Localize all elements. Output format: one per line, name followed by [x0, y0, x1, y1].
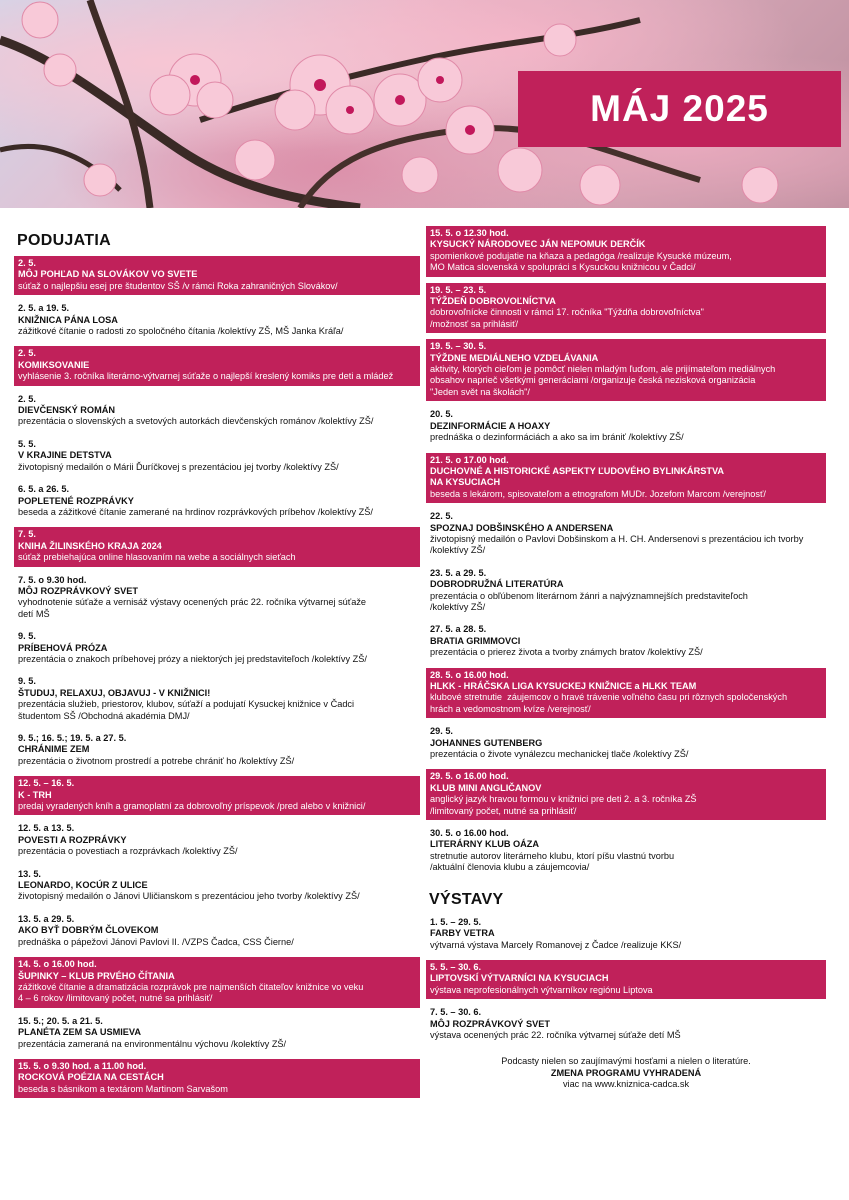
event-date: 29. 5. o 16.00 hod. [430, 771, 509, 782]
event-title: KOMIKSOVANIE [18, 359, 90, 370]
event-date: 19. 5. – 23. 5. [430, 284, 487, 295]
event-description: zážitkové čítanie o radosti zo spoločného čítania /kolektívy ZŠ, MŠ Janka Kráľa/ [18, 326, 344, 337]
event-item [426, 339, 826, 401]
event-title: CHRÁNIME ZEM [18, 744, 90, 755]
event-item [426, 509, 826, 560]
event-description: výstava ocenených prác 22. ročníka výtvarnej súťaže detí MŠ [430, 1029, 681, 1040]
event-date: 9. 5.; 16. 5.; 19. 5. a 27. 5. [18, 733, 127, 743]
event-description: súťaž o najlepšiu esej pre študentov SŠ /v rámci Roka zahraničných Slovákov/ [18, 280, 338, 291]
event-item [426, 283, 826, 334]
event-title: MÔJ ROZPRÁVKOVÝ SVET [430, 1018, 550, 1029]
event-title: KNIHA ŽILINSKÉHO KRAJA 2024 [18, 540, 162, 551]
event-title: DUCHOVNÉ A HISTORICKÉ ASPEKTY ĽUDOVÉHO BYLINKÁRSTVA NA KYSUCIACH [430, 465, 725, 488]
event-item [14, 482, 420, 521]
exhibitions-list [426, 915, 826, 1045]
event-title: LEONARDO, KOCÚR Z ULICE [18, 880, 148, 891]
event-description: výstava neprofesionálnych výtvarníkov regiónu Liptova [430, 984, 653, 995]
event-item [14, 867, 420, 906]
event-title: FARBY VETRA [430, 928, 495, 939]
event-description: súťaž prebiehajúca online hlasovaním na webe a sociálnych sieťach [18, 552, 296, 563]
exhibition-item [426, 1005, 826, 1044]
title-banner [518, 71, 841, 147]
event-description: stretnutie autorov literárneho klubu, ktorí píšu vlastnú tvorbu /aktuální členovia klubu a záujemcovia/ [430, 850, 675, 873]
header-photo [0, 0, 849, 208]
event-description: životopisný medailón o Pavlovi Dobšinskom a H. CH. Andersenovi s prezentáciou ich tvorby /kolektívy ZŠ/ [430, 533, 804, 556]
event-title: KLUB MINI ANGLIČANOV [430, 782, 542, 793]
event-date: 13. 5. [18, 868, 41, 879]
event-title: JOHANNES GUTENBERG [430, 737, 543, 748]
event-item [14, 912, 420, 951]
event-description: prednáška o dezinformáciách a ako sa im brániť /kolektívy ZŠ/ [430, 432, 684, 443]
event-description: beseda s lekárom, spisovateľom a etnografom MUDr. Jozefom Marcom /verejnosť/ [430, 488, 766, 499]
exhibition-item [426, 960, 826, 999]
event-item [14, 1014, 420, 1053]
event-description: životopisný medailón o Márii Ďuríčkovej s prezentáciou jej tvorby /kolektívy ZŠ/ [18, 461, 339, 472]
event-date: 27. 5. a 28. 5. [430, 624, 487, 635]
event-date: 12. 5. a 13. 5. [18, 823, 75, 834]
event-date: 5. 5. – 30. 6. [430, 961, 482, 972]
event-item [426, 226, 826, 277]
event-date: 7. 5. – 30. 6. [430, 1007, 482, 1018]
event-item [426, 622, 826, 661]
event-description: prezentácia zameraná na environmentálnu výchovu /kolektívy ZŠ/ [18, 1038, 287, 1049]
event-description: prezentácia o znakoch príbehovej prózy a niektorých jej predstaviteľoch /kolektívy ZŠ/ [18, 653, 367, 664]
event-description: predaj vyradených kníh a gramoplatní za dobrovoľný príspevok /pred alebo v knižnici/ [18, 801, 366, 812]
event-title: POPLETENÉ ROZPRÁVKY [18, 495, 134, 506]
event-date: 9. 5. [18, 676, 36, 687]
event-title: ŠTUDUJ, RELAXUJ, OBJAVUJ - V KNIŽNICI! [18, 687, 211, 698]
event-item [14, 573, 420, 624]
event-item [14, 776, 420, 815]
event-date: 12. 5. – 16. 5. [18, 778, 75, 789]
event-description: prezentácia o živote vynálezcu mechanickej tlače /kolektívy ZŠ/ [430, 749, 689, 760]
event-date: 14. 5. o 16.00 hod. [18, 959, 97, 970]
event-date: 7. 5. o 9.30 hod. [18, 574, 87, 585]
event-date: 2. 5. [18, 393, 36, 404]
event-item [14, 527, 420, 566]
page-title: MÁJ 2025 [590, 88, 769, 129]
exhibition-item [426, 915, 826, 954]
event-date: 30. 5. o 16.00 hod. [430, 828, 509, 839]
exhibitions-heading: VÝSTAVY [429, 890, 504, 908]
event-item [14, 731, 420, 770]
event-item [14, 392, 420, 431]
event-date: 22. 5. [430, 511, 453, 522]
event-item [426, 453, 826, 504]
event-description: zážitkové čítanie a dramatizácia rozprávok pre najmenších čitateľov knižnice vo veku 4 – 6 rokov /limitovaný počet, nutné sa prihlásiť/ [18, 981, 364, 1004]
event-item [14, 674, 420, 725]
event-date: 2. 5. a 19. 5. [18, 303, 70, 314]
events-list [14, 256, 420, 1098]
event-title: ŠUPINKY – KLUB PRVÉHO ČÍTANIA [18, 970, 175, 981]
event-date: 19. 5. – 30. 5. [430, 341, 487, 352]
events-list-continued [426, 226, 826, 877]
event-item [14, 629, 420, 668]
event-item [426, 566, 826, 617]
event-title: BRATIA GRIMMOVCI [430, 635, 521, 646]
event-date: 2. 5. [18, 258, 36, 268]
footer-podcasts: Podcasty nielen so zaujímavými hosťami a nielen o literatúre. [501, 1056, 751, 1067]
event-title: LIPTOVSKÍ VÝTVARNÍCI NA KYSUCIACH [430, 973, 609, 984]
event-title: LITERÁRNY KLUB OÁZA [430, 839, 540, 850]
event-description: vyhodnotenie súťaže a vernisáž výstavy ocenených prác 22. ročníka výtvarnej súťaže detí MŠ [18, 597, 367, 619]
event-date: 1. 5. – 29. 5. [430, 916, 482, 927]
event-item [14, 301, 420, 340]
event-item [14, 821, 420, 860]
event-date: 5. 5. [18, 438, 36, 449]
event-description: vyhlásenie 3. ročníka literárno-výtvarnej súťaže o najlepší kreslený komiks pre deti a mládež [18, 371, 394, 382]
event-title: ROCKOVÁ POÉZIA NA CESTÁCH [18, 1072, 164, 1083]
event-item [426, 769, 826, 820]
events-heading: PODUJATIA [17, 232, 111, 249]
event-title: V KRAJINE DETSTVA [18, 450, 112, 461]
event-date: 15. 5.; 20. 5. a 21. 5. [18, 1015, 103, 1026]
event-description: beseda a zážitkové čítanie zamerané na hrdinov rozprávkových príbehov /kolektívy ZŠ/ [18, 506, 373, 517]
event-description: prezentácia o prierez života a tvorby známych bratov /kolektívy ZŠ/ [430, 647, 703, 658]
event-item [426, 407, 826, 446]
event-date: 20. 5. [430, 409, 453, 420]
event-title: PRÍBEHOVÁ PRÓZA [18, 642, 108, 653]
event-description: prezentácia o životnom prostredí a potrebe chrániť ho /kolektívy ZŠ/ [18, 755, 295, 766]
event-description: klubové stretnutie záujemcov o hravé trávenie voľného času pri rôznych spoločenských hrách a vedomostnom kvíze /verejnosť/ [430, 692, 788, 714]
event-description: aktivity, ktorých cieľom je pomôcť nielen mladým ľuďom, ale prijímateľom mediálnych obsahov naprieč všetkými generáciami /organizuje česká nezisková organizácia "Jeden svět na školách"/ [430, 364, 776, 397]
event-title: SPOZNAJ DOBŠINSKÉHO A ANDERSENA [430, 522, 614, 533]
event-description: prezentácia o slovenských a svetových autorkách dievčenských románov /kolektívy ZŠ/ [18, 416, 374, 427]
event-description: výtvarná výstava Marcely Romanovej z Čadce /realizuje KKS/ [430, 939, 682, 950]
event-item [14, 1059, 420, 1098]
event-date: 6. 5. a 26. 5. [18, 484, 70, 495]
event-date: 29. 5. [430, 726, 453, 737]
right-column [426, 226, 826, 1091]
event-date: 9. 5. [18, 631, 36, 642]
event-item [426, 724, 826, 763]
event-title: KNIŽNICA PÁNA LOSA [18, 314, 118, 325]
event-description: prednáška o pápežovi Jánovi Pavlovi II. /VZPS Čadca, CSS Čierne/ [18, 936, 294, 947]
event-item [426, 826, 826, 877]
footer-note [426, 1056, 826, 1090]
event-description: prezentácia o povestiach a rozprávkach /kolektívy ZŠ/ [18, 846, 238, 857]
event-item [426, 668, 826, 719]
event-description: beseda s básnikom a textárom Martinom Sarvašom [18, 1083, 228, 1094]
event-title: DOBRODRUŽNÁ LITERATÚRA [430, 579, 564, 590]
event-title: DEZINFORMÁCIE A HOAXY [430, 420, 551, 431]
event-description: životopisný medailón o Jánovi Uličianskom s prezentáciou jeho tvorby /kolektívy ZŠ/ [18, 891, 360, 902]
event-date: 28. 5. o 16.00 hod. [430, 669, 509, 680]
footer-website: viac na www.kniznica-cadca.sk [562, 1079, 690, 1090]
event-description: anglický jazyk hravou formou v knižnici pre deti 2. a 3. ročníka ZŠ /limitovaný počet, nutné sa prihlásiť/ [430, 794, 697, 816]
event-item [14, 346, 420, 385]
event-title: TÝŽDEŇ DOBROVOĽNÍCTVA [430, 296, 556, 307]
event-title: MÔJ POHĽAD NA SLOVÁKOV VO SVETE [18, 269, 198, 280]
event-title: HLKK - HRÁČSKA LIGA KYSUCKEJ KNIŽNICE a HLKK TEAM [430, 681, 697, 691]
event-title: PLANÉTA ZEM SA USMIEVA [18, 1027, 142, 1038]
event-title: DIEVČENSKÝ ROMÁN [18, 405, 115, 416]
event-title: AKO BYŤ DOBRÝM ČLOVEKOM [18, 925, 159, 936]
event-description: spomienkové podujatie na kňaza a pedagóga /realizuje Kysucké múzeum, MO Matica slovenská v spolupráci s Kysuckou knižnicou v Čadci/ [430, 250, 732, 273]
left-column [14, 226, 420, 1104]
event-date: 13. 5. a 29. 5. [18, 913, 75, 924]
event-title: MÔJ ROZPRÁVKOVÝ SVET [18, 585, 138, 596]
event-date: 23. 5. a 29. 5. [430, 567, 487, 578]
event-description: dobrovoľnícke činnosti v rámci 17. ročníka "Týždňa dobrovoľníctva" /možnosť sa prihlásiť/ [430, 307, 704, 329]
event-item [14, 957, 420, 1008]
event-title: POVESTI A ROZPRÁVKY [18, 834, 127, 845]
event-date: 15. 5. o 9.30 hod. a 11.00 hod. [18, 1060, 147, 1071]
event-item [14, 437, 420, 476]
event-date: 21. 5. o 17.00 hod. [430, 454, 509, 465]
event-item [14, 256, 420, 295]
footer-change-notice: ZMENA PROGRAMU VYHRADENÁ [550, 1067, 702, 1078]
event-date: 7. 5. [18, 529, 36, 540]
event-date: 15. 5. o 12.30 hod. [430, 228, 509, 238]
event-title: K - TRH [18, 789, 52, 800]
event-title: TÝŽDNE MEDIÁLNEHO VZDELÁVANIA [430, 352, 599, 363]
event-description: prezentácia služieb, priestorov, klubov, súťaží a podujatí Kysuckej knižnice v Čadci študentom SŠ /Obchodná akadémia DMJ/ [18, 699, 355, 721]
event-description: prezentácia o obľúbenom literárnom žánri a najvýznamnejších predstaviteľoch /kolektívy ZŠ/ [430, 590, 748, 612]
event-date: 2. 5. [18, 348, 36, 359]
event-title: KYSUCKÝ NÁRODOVEC JÁN NEPOMUK DERČÍK [430, 239, 646, 250]
